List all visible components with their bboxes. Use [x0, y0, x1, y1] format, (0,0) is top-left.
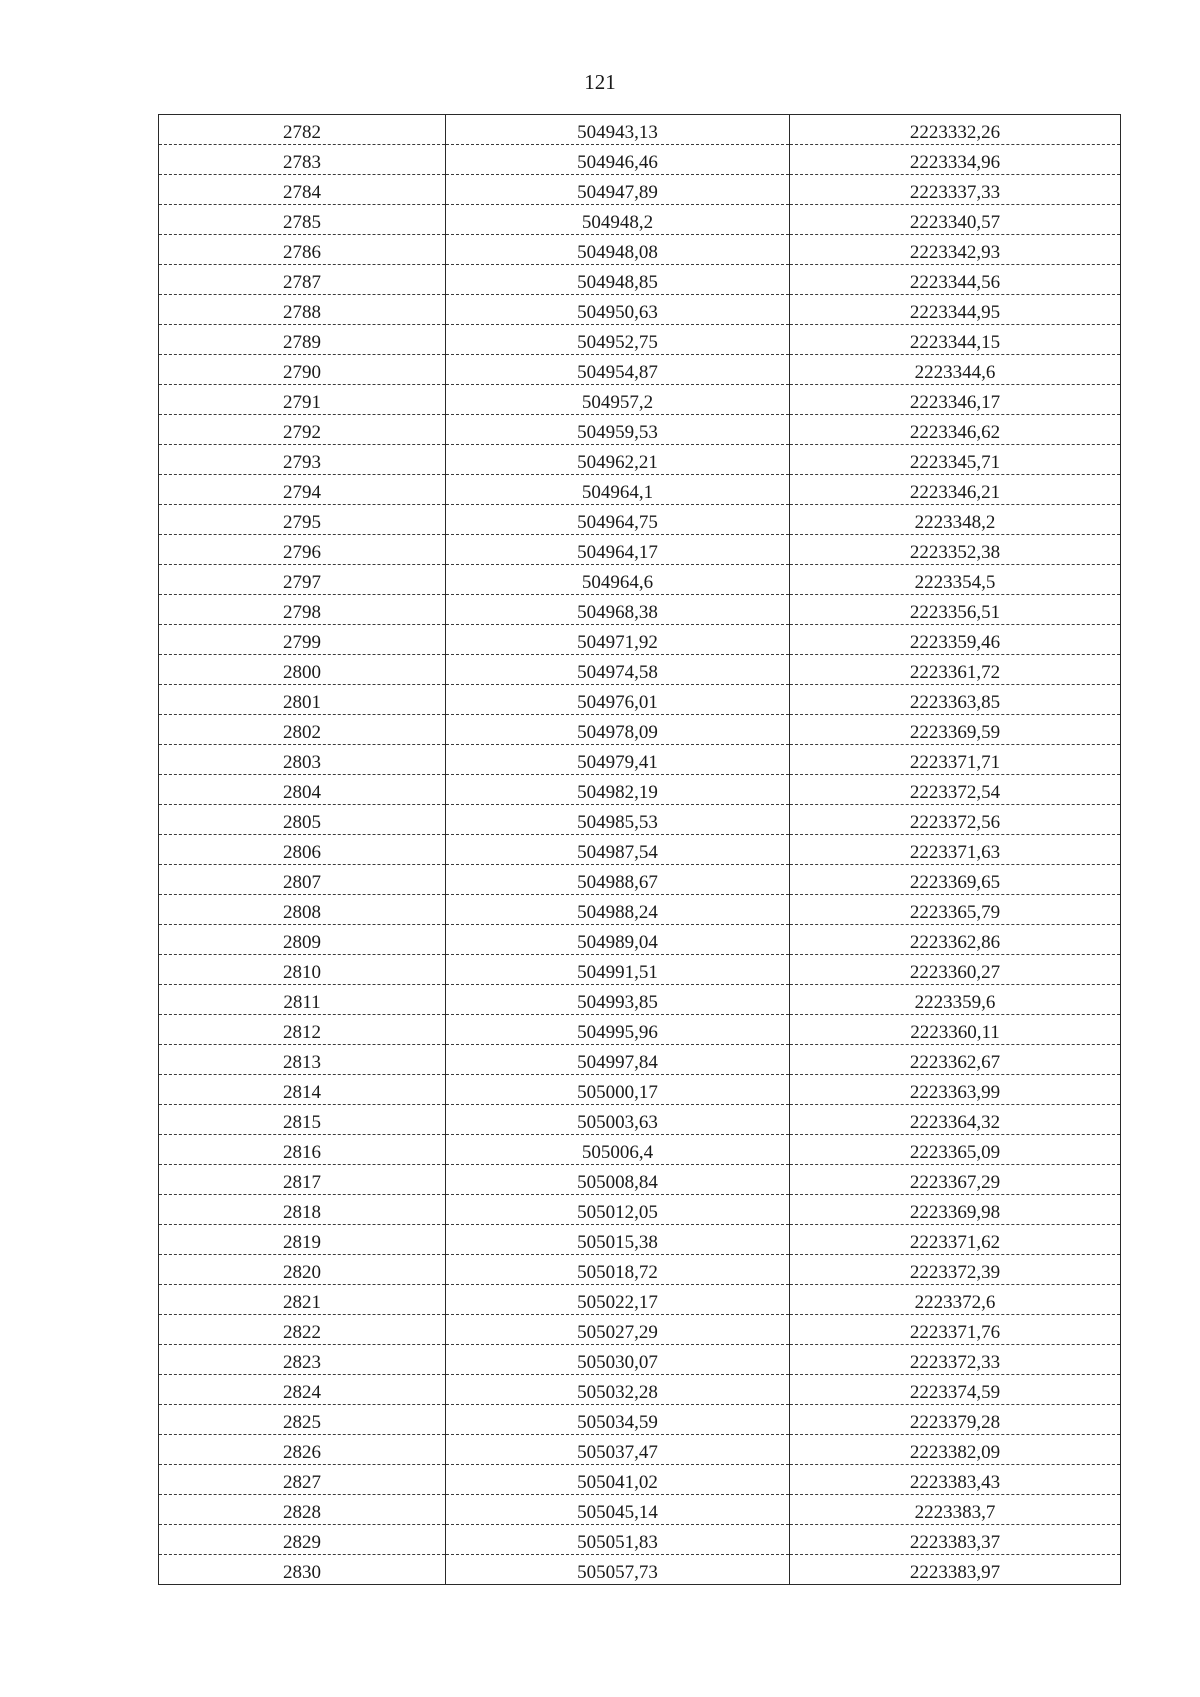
x-coordinate-cell: 504971,92	[446, 625, 790, 655]
point-number-cell: 2818	[159, 1195, 446, 1225]
x-coordinate-cell: 505032,28	[446, 1375, 790, 1405]
point-number-cell: 2794	[159, 475, 446, 505]
table-row	[159, 265, 1121, 295]
x-coordinate-cell: 504962,21	[446, 445, 790, 475]
point-number-cell: 2828	[159, 1495, 446, 1525]
point-number-cell: 2792	[159, 415, 446, 445]
y-coordinate-cell: 2223362,67	[790, 1045, 1121, 1075]
y-coordinate-cell: 2223382,09	[790, 1435, 1121, 1465]
table-row	[159, 895, 1121, 925]
point-number-cell: 2804	[159, 775, 446, 805]
table-row	[159, 385, 1121, 415]
table-row	[159, 475, 1121, 505]
x-coordinate-cell: 505018,72	[446, 1255, 790, 1285]
table-row	[159, 445, 1121, 475]
table-row	[159, 1135, 1121, 1165]
point-number-cell: 2803	[159, 745, 446, 775]
table-row	[159, 115, 1121, 145]
table-row	[159, 325, 1121, 355]
table-row	[159, 205, 1121, 235]
point-number-cell: 2815	[159, 1105, 446, 1135]
table-row	[159, 865, 1121, 895]
table-row	[159, 955, 1121, 985]
point-number-cell: 2784	[159, 175, 446, 205]
table-row	[159, 1405, 1121, 1435]
table-row	[159, 145, 1121, 175]
table-row	[159, 1045, 1121, 1075]
table-row	[159, 835, 1121, 865]
y-coordinate-cell: 2223344,6	[790, 355, 1121, 385]
coordinates-table-body	[159, 115, 1121, 1585]
table-row	[159, 1015, 1121, 1045]
y-coordinate-cell: 2223345,71	[790, 445, 1121, 475]
x-coordinate-cell: 504948,85	[446, 265, 790, 295]
point-number-cell: 2787	[159, 265, 446, 295]
point-number-cell: 2799	[159, 625, 446, 655]
x-coordinate-cell: 504987,54	[446, 835, 790, 865]
x-coordinate-cell: 504948,08	[446, 235, 790, 265]
y-coordinate-cell: 2223344,56	[790, 265, 1121, 295]
y-coordinate-cell: 2223369,98	[790, 1195, 1121, 1225]
table-row	[159, 1375, 1121, 1405]
x-coordinate-cell: 505006,4	[446, 1135, 790, 1165]
y-coordinate-cell: 2223369,65	[790, 865, 1121, 895]
y-coordinate-cell: 2223379,28	[790, 1405, 1121, 1435]
x-coordinate-cell: 504954,87	[446, 355, 790, 385]
point-number-cell: 2806	[159, 835, 446, 865]
y-coordinate-cell: 2223352,38	[790, 535, 1121, 565]
y-coordinate-cell: 2223372,39	[790, 1255, 1121, 1285]
point-number-cell: 2786	[159, 235, 446, 265]
table-row	[159, 1315, 1121, 1345]
point-number-cell: 2808	[159, 895, 446, 925]
point-number-cell: 2822	[159, 1315, 446, 1345]
y-coordinate-cell: 2223332,26	[790, 115, 1121, 145]
point-number-cell: 2793	[159, 445, 446, 475]
y-coordinate-cell: 2223367,29	[790, 1165, 1121, 1195]
table-row	[159, 1225, 1121, 1255]
y-coordinate-cell: 2223346,17	[790, 385, 1121, 415]
x-coordinate-cell: 504948,2	[446, 205, 790, 235]
table-row	[159, 775, 1121, 805]
y-coordinate-cell: 2223363,85	[790, 685, 1121, 715]
table-row	[159, 1165, 1121, 1195]
y-coordinate-cell: 2223365,09	[790, 1135, 1121, 1165]
x-coordinate-cell: 505027,29	[446, 1315, 790, 1345]
x-coordinate-cell: 504976,01	[446, 685, 790, 715]
y-coordinate-cell: 2223383,37	[790, 1525, 1121, 1555]
x-coordinate-cell: 504989,04	[446, 925, 790, 955]
y-coordinate-cell: 2223361,72	[790, 655, 1121, 685]
point-number-cell: 2826	[159, 1435, 446, 1465]
point-number-cell: 2829	[159, 1525, 446, 1555]
table-row	[159, 685, 1121, 715]
y-coordinate-cell: 2223346,62	[790, 415, 1121, 445]
x-coordinate-cell: 504964,75	[446, 505, 790, 535]
x-coordinate-cell: 505045,14	[446, 1495, 790, 1525]
y-coordinate-cell: 2223342,93	[790, 235, 1121, 265]
table-row	[159, 1495, 1121, 1525]
y-coordinate-cell: 2223348,2	[790, 505, 1121, 535]
table-row	[159, 715, 1121, 745]
point-number-cell: 2817	[159, 1165, 446, 1195]
y-coordinate-cell: 2223334,96	[790, 145, 1121, 175]
point-number-cell: 2827	[159, 1465, 446, 1495]
x-coordinate-cell: 504979,41	[446, 745, 790, 775]
point-number-cell: 2795	[159, 505, 446, 535]
x-coordinate-cell: 504952,75	[446, 325, 790, 355]
y-coordinate-cell: 2223346,21	[790, 475, 1121, 505]
x-coordinate-cell: 504947,89	[446, 175, 790, 205]
table-row	[159, 745, 1121, 775]
point-number-cell: 2782	[159, 115, 446, 145]
x-coordinate-cell: 504946,46	[446, 145, 790, 175]
table-row	[159, 655, 1121, 685]
x-coordinate-cell: 505034,59	[446, 1405, 790, 1435]
y-coordinate-cell: 2223340,57	[790, 205, 1121, 235]
point-number-cell: 2809	[159, 925, 446, 955]
table-row	[159, 1195, 1121, 1225]
table-row	[159, 1285, 1121, 1315]
point-number-cell: 2823	[159, 1345, 446, 1375]
point-number-cell: 2796	[159, 535, 446, 565]
table-row	[159, 235, 1121, 265]
y-coordinate-cell: 2223372,54	[790, 775, 1121, 805]
x-coordinate-cell: 504959,53	[446, 415, 790, 445]
y-coordinate-cell: 2223359,46	[790, 625, 1121, 655]
y-coordinate-cell: 2223383,43	[790, 1465, 1121, 1495]
y-coordinate-cell: 2223356,51	[790, 595, 1121, 625]
y-coordinate-cell: 2223362,86	[790, 925, 1121, 955]
table-row	[159, 1525, 1121, 1555]
y-coordinate-cell: 2223363,99	[790, 1075, 1121, 1105]
point-number-cell: 2813	[159, 1045, 446, 1075]
y-coordinate-cell: 2223359,6	[790, 985, 1121, 1015]
y-coordinate-cell: 2223383,7	[790, 1495, 1121, 1525]
table-row	[159, 175, 1121, 205]
table-row	[159, 505, 1121, 535]
x-coordinate-cell: 505057,73	[446, 1555, 790, 1585]
y-coordinate-cell: 2223372,33	[790, 1345, 1121, 1375]
y-coordinate-cell: 2223344,15	[790, 325, 1121, 355]
x-coordinate-cell: 505022,17	[446, 1285, 790, 1315]
point-number-cell: 2789	[159, 325, 446, 355]
y-coordinate-cell: 2223371,76	[790, 1315, 1121, 1345]
point-number-cell: 2810	[159, 955, 446, 985]
point-number-cell: 2820	[159, 1255, 446, 1285]
point-number-cell: 2805	[159, 805, 446, 835]
point-number-cell: 2801	[159, 685, 446, 715]
x-coordinate-cell: 505015,38	[446, 1225, 790, 1255]
table-row	[159, 1435, 1121, 1465]
x-coordinate-cell: 504957,2	[446, 385, 790, 415]
table-row	[159, 625, 1121, 655]
x-coordinate-cell: 504982,19	[446, 775, 790, 805]
page-number: 121	[584, 70, 616, 94]
x-coordinate-cell: 504968,38	[446, 595, 790, 625]
table-row	[159, 595, 1121, 625]
x-coordinate-cell: 504978,09	[446, 715, 790, 745]
x-coordinate-cell: 505003,63	[446, 1105, 790, 1135]
table-row	[159, 1105, 1121, 1135]
table-row	[159, 295, 1121, 325]
y-coordinate-cell: 2223371,71	[790, 745, 1121, 775]
point-number-cell: 2800	[159, 655, 446, 685]
point-number-cell: 2825	[159, 1405, 446, 1435]
y-coordinate-cell: 2223360,11	[790, 1015, 1121, 1045]
y-coordinate-cell: 2223364,32	[790, 1105, 1121, 1135]
x-coordinate-cell: 504985,53	[446, 805, 790, 835]
point-number-cell: 2814	[159, 1075, 446, 1105]
x-coordinate-cell: 505037,47	[446, 1435, 790, 1465]
table-row	[159, 985, 1121, 1015]
x-coordinate-cell: 504943,13	[446, 115, 790, 145]
x-coordinate-cell: 505008,84	[446, 1165, 790, 1195]
point-number-cell: 2802	[159, 715, 446, 745]
y-coordinate-cell: 2223371,62	[790, 1225, 1121, 1255]
x-coordinate-cell: 504964,6	[446, 565, 790, 595]
table-row	[159, 1345, 1121, 1375]
table-row	[159, 415, 1121, 445]
y-coordinate-cell: 2223374,59	[790, 1375, 1121, 1405]
point-number-cell: 2783	[159, 145, 446, 175]
point-number-cell: 2812	[159, 1015, 446, 1045]
point-number-cell: 2830	[159, 1555, 446, 1585]
point-number-cell: 2798	[159, 595, 446, 625]
x-coordinate-cell: 504950,63	[446, 295, 790, 325]
coordinates-table	[158, 114, 1121, 1585]
y-coordinate-cell: 2223360,27	[790, 955, 1121, 985]
x-coordinate-cell: 504988,24	[446, 895, 790, 925]
table-row	[159, 1555, 1121, 1585]
y-coordinate-cell: 2223337,33	[790, 175, 1121, 205]
x-coordinate-cell: 504964,17	[446, 535, 790, 565]
y-coordinate-cell: 2223369,59	[790, 715, 1121, 745]
point-number-cell: 2785	[159, 205, 446, 235]
y-coordinate-cell: 2223383,97	[790, 1555, 1121, 1585]
y-coordinate-cell: 2223371,63	[790, 835, 1121, 865]
table-row	[159, 1075, 1121, 1105]
y-coordinate-cell: 2223365,79	[790, 895, 1121, 925]
x-coordinate-cell: 504974,58	[446, 655, 790, 685]
table-row	[159, 1465, 1121, 1495]
point-number-cell: 2819	[159, 1225, 446, 1255]
y-coordinate-cell: 2223354,5	[790, 565, 1121, 595]
y-coordinate-cell: 2223372,56	[790, 805, 1121, 835]
x-coordinate-cell: 504997,84	[446, 1045, 790, 1075]
y-coordinate-cell: 2223372,6	[790, 1285, 1121, 1315]
point-number-cell: 2811	[159, 985, 446, 1015]
x-coordinate-cell: 505012,05	[446, 1195, 790, 1225]
point-number-cell: 2790	[159, 355, 446, 385]
table-row	[159, 805, 1121, 835]
x-coordinate-cell: 505000,17	[446, 1075, 790, 1105]
x-coordinate-cell: 505041,02	[446, 1465, 790, 1495]
x-coordinate-cell: 504988,67	[446, 865, 790, 895]
y-coordinate-cell: 2223344,95	[790, 295, 1121, 325]
table-row	[159, 535, 1121, 565]
point-number-cell: 2788	[159, 295, 446, 325]
point-number-cell: 2821	[159, 1285, 446, 1315]
point-number-cell: 2797	[159, 565, 446, 595]
table-row	[159, 1255, 1121, 1285]
x-coordinate-cell: 505051,83	[446, 1525, 790, 1555]
point-number-cell: 2791	[159, 385, 446, 415]
point-number-cell: 2816	[159, 1135, 446, 1165]
x-coordinate-cell: 504991,51	[446, 955, 790, 985]
x-coordinate-cell: 504993,85	[446, 985, 790, 1015]
x-coordinate-cell: 504964,1	[446, 475, 790, 505]
x-coordinate-cell: 504995,96	[446, 1015, 790, 1045]
table-row	[159, 355, 1121, 385]
table-row	[159, 925, 1121, 955]
x-coordinate-cell: 505030,07	[446, 1345, 790, 1375]
point-number-cell: 2807	[159, 865, 446, 895]
point-number-cell: 2824	[159, 1375, 446, 1405]
table-row	[159, 565, 1121, 595]
